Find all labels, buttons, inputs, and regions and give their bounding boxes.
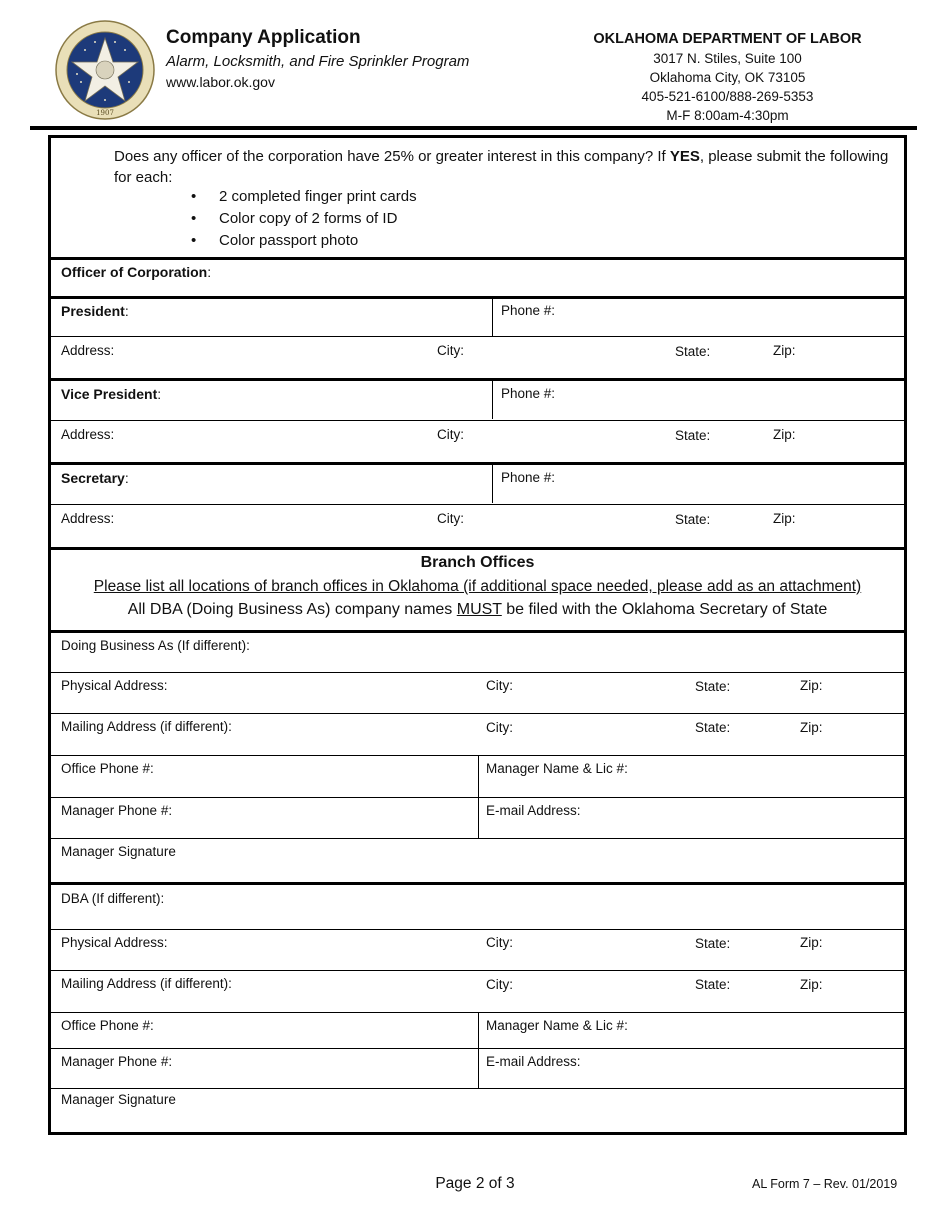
branch2-physical-zip-label: Zip:: [800, 935, 823, 950]
department-address-line2: Oklahoma City, OK 73105: [649, 70, 806, 85]
secretary-zip-label: Zip:: [773, 511, 796, 526]
row-divider: [51, 1088, 904, 1089]
bullet-icon: •: [191, 188, 197, 205]
branch1-manager-signature-label: Manager Signature: [61, 844, 176, 859]
section-divider: [51, 462, 904, 465]
row-divider: [51, 838, 904, 839]
branch1-physical-city-label: City:: [486, 678, 513, 693]
secretary-phone-label: Phone #:: [501, 470, 556, 485]
branch2-email-label: E-mail Address:: [486, 1054, 581, 1069]
branch1-email-label: E-mail Address:: [486, 803, 581, 818]
requirement-item: 2 completed finger print cards: [219, 188, 417, 205]
column-divider: [492, 381, 493, 419]
president-name-input[interactable]: [141, 303, 485, 323]
secretary-address-label: Address:: [61, 511, 115, 526]
branch1-office-phone-label: Office Phone #:: [61, 761, 154, 776]
row-divider: [51, 420, 904, 421]
vice-president-city-label: City:: [437, 427, 464, 442]
president-phone-label: Phone #:: [501, 303, 556, 318]
president-state-label: State:: [675, 344, 711, 359]
bullet-icon: •: [191, 232, 197, 249]
section-divider: [51, 257, 904, 260]
row-divider: [51, 1048, 904, 1049]
branch-offices-instruction: Please list all locations of branch offices in Oklahoma (if additional space needed, please add as an attachment): [93, 578, 862, 595]
ownership-question: Does any officer of the corporation have 25% or greater interest in this company? If YES, please submit the following for each:: [114, 148, 889, 186]
secretary-city-label: City:: [437, 511, 464, 526]
officer-section-label: Officer of Corporation:: [61, 264, 212, 280]
section-divider: [51, 882, 904, 885]
president-phone-input[interactable]: [561, 303, 895, 323]
row-divider: [51, 504, 904, 505]
branch1-physical-state-label: State:: [695, 679, 731, 694]
form-number: AL Form 7 – Rev. 01/2019: [752, 1177, 898, 1191]
vice-president-phone-label: Phone #:: [501, 386, 556, 401]
requirement-item: Color copy of 2 forms of ID: [219, 210, 398, 227]
secretary-state-label: State:: [675, 512, 711, 527]
branch2-physical-address-label: Physical Address:: [61, 935, 168, 950]
branch2-signature-input[interactable]: [201, 1108, 895, 1128]
president-city-label: City:: [437, 343, 464, 358]
row-divider: [51, 672, 904, 673]
branch2-physical-state-label: State:: [695, 936, 731, 951]
branch2-mailing-state-label: State:: [695, 977, 731, 992]
branch2-manager-phone-label: Manager Phone #:: [61, 1054, 173, 1069]
oklahoma-state-seal: [55, 20, 155, 120]
website-link[interactable]: www.labor.ok.gov: [166, 74, 275, 90]
president-label: President:: [61, 303, 129, 319]
application-form: [48, 135, 907, 1135]
row-divider: [51, 713, 904, 714]
vice-president-label: Vice President:: [61, 386, 162, 402]
branch1-dba-input[interactable]: [271, 638, 895, 658]
branch2-manager-name-label: Manager Name & Lic #:: [486, 1018, 628, 1033]
branch2-dba-input[interactable]: [201, 891, 895, 911]
row-divider: [51, 970, 904, 971]
branch1-mailing-zip-label: Zip:: [800, 720, 823, 735]
president-zip-label: Zip:: [773, 343, 796, 358]
branch1-manager-name-label: Manager Name & Lic #:: [486, 761, 628, 776]
section-divider: [51, 296, 904, 299]
section-divider: [51, 378, 904, 381]
branch2-mailing-zip-label: Zip:: [800, 977, 823, 992]
branch2-mailing-city-label: City:: [486, 977, 513, 992]
column-divider: [492, 299, 493, 336]
vice-president-zip-label: Zip:: [773, 427, 796, 442]
row-divider: [51, 797, 904, 798]
requirement-item: Color passport photo: [219, 232, 359, 249]
section-divider: [51, 630, 904, 633]
secretary-name-input[interactable]: [141, 470, 485, 490]
branch1-manager-phone-label: Manager Phone #:: [61, 803, 173, 818]
vice-president-address-label: Address:: [61, 427, 115, 442]
program-name: Alarm, Locksmith, and Fire Sprinkler Program: [166, 53, 470, 70]
department-phone: 405-521-6100/888-269-5353: [641, 89, 814, 104]
branch1-signature-input[interactable]: [201, 860, 895, 880]
branch2-office-phone-label: Office Phone #:: [61, 1018, 154, 1033]
department-address-line1: 3017 N. Stiles, Suite 100: [653, 51, 802, 66]
bullet-icon: •: [191, 210, 197, 227]
row-divider: [51, 336, 904, 337]
row-divider: [51, 929, 904, 930]
branch1-mailing-address-label: Mailing Address (if different):: [61, 719, 232, 734]
branch2-manager-signature-label: Manager Signature: [61, 1092, 176, 1107]
secretary-phone-input[interactable]: [561, 470, 895, 490]
branch1-mailing-state-label: State:: [695, 720, 731, 735]
page-number: Page 2 of 3: [435, 1175, 515, 1192]
vice-president-name-input[interactable]: [169, 386, 483, 406]
svg-text:1907: 1907: [96, 109, 114, 117]
column-divider: [478, 1012, 479, 1088]
branch1-physical-zip-label: Zip:: [800, 678, 823, 693]
branch2-mailing-address-label: Mailing Address (if different):: [61, 976, 232, 991]
vice-president-state-label: State:: [675, 428, 711, 443]
header-divider: [30, 126, 917, 130]
branch2-physical-city-label: City:: [486, 935, 513, 950]
vice-president-phone-input[interactable]: [561, 386, 895, 406]
president-address-label: Address:: [61, 343, 115, 358]
branch1-dba-label: Doing Business As (If different):: [61, 638, 250, 653]
branch-offices-title: Branch Offices: [420, 554, 535, 571]
branch2-dba-label: DBA (If different):: [61, 891, 165, 906]
form-title: Company Application: [166, 27, 361, 48]
branch1-mailing-city-label: City:: [486, 720, 513, 735]
department-name: OKLAHOMA DEPARTMENT OF LABOR: [593, 31, 862, 47]
dba-filing-note: All DBA (Doing Business As) company names MUST be filed with the Oklahoma Secretary of State: [127, 601, 828, 618]
secretary-label: Secretary:: [61, 470, 129, 486]
column-divider: [492, 465, 493, 503]
branch1-physical-address-label: Physical Address:: [61, 678, 168, 693]
department-hours: M-F 8:00am-4:30pm: [666, 108, 789, 123]
section-divider: [51, 547, 904, 550]
